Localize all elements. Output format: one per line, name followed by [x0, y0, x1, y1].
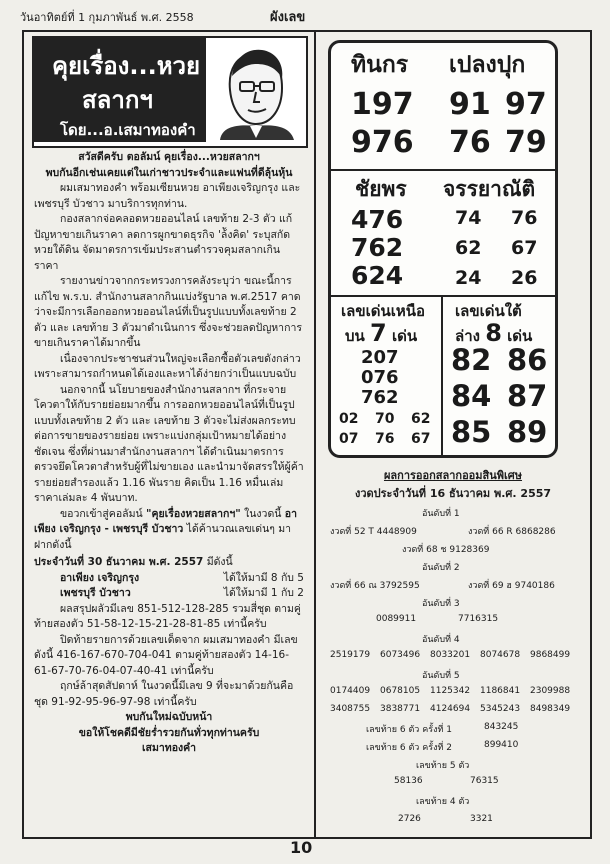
article-p6d: อาเพียง เจริญกรุง - เพชรบุรี บัวชาว	[34, 507, 297, 535]
south-number-84: 84	[451, 379, 492, 413]
banner-title-2: สลากฯ	[82, 86, 153, 114]
article-paragraph-5: นอกจากนี้ นโยบายของสำนักงานสลากฯ ที่กระจายโควตาให้กับรายย่อยมากขึ้น การออกหวยออนไลน์ที่เป็นรูปแบบทั้งเลขท้าย 2 ตัว และ เลขท้าย 3 ตัวจะไม่ส่งผลกระทบต่อการขายของรายย่อย เพราะแบ่งกลุ่มเป้าหมายได้อย่างชัดเจน ซึ่งที่ผ่านมาสำนักงานสลากฯ ได้ดำเนินมาตรการตรวจยึดโควตาสำหรับผู้ที่ไม่ขายเอง และนำมาจัดสรรให้ผู้ค้ารายย่อยสำรองแล้ว 1.16 พันราย คิดเป็น 1.16 หมื่นเล่ม ราคาเล่มละ 4 พันบาท.	[34, 383, 304, 504]
panel-rule-3	[441, 295, 443, 455]
banner-byline: โดย...อ.เสมาทองคำ	[60, 121, 196, 139]
last4-b: 3321	[470, 814, 493, 824]
prediction-name-1: อาเพียง เจริญกรุง	[60, 571, 140, 584]
rank-4-v1: 6073496	[380, 650, 421, 660]
tipster-1-name: ทินกร	[351, 52, 409, 78]
rank-5-b4: 8498349	[530, 704, 571, 714]
draw-note: มีดังนี้	[206, 556, 233, 568]
article-p6e: ได้ค้านวณเลขเด่นๆ มาฝากดังนี้	[34, 523, 292, 551]
rank-2-label: อันดับที่ 2	[422, 563, 460, 573]
prediction-name-2: เพชรบุรี บัวชาว	[60, 587, 131, 599]
last6-2-value: 899410	[484, 740, 519, 750]
last4-label: เลขท้าย 4 ตัว	[416, 797, 470, 807]
prediction-result-1: ได้ให้มามี 8 กับ 5	[223, 571, 304, 584]
closing-line-2: ขอให้โชคดีมีชัยร่ำรวยกันทั่วทุกท่านครับ	[78, 726, 260, 739]
number-74: 74	[455, 207, 482, 229]
south-number-89: 89	[507, 415, 548, 449]
results-title: ผลการออกสลากออมสินพิเศษ	[383, 469, 523, 482]
sms-summary: ผลสรุปผลัวมีเลข 851-512-128-285 รวมสี่ชุด ตามคู่ท้ายสองตัว 51-58-12-15-21-28-81-85 เท่านี้ครับ	[34, 602, 301, 630]
rank-3-a: 0089911	[376, 614, 417, 624]
prediction-row-1	[60, 571, 304, 587]
lucky-numbers-panel	[328, 40, 558, 458]
tipster-3-name: ชัยพร	[355, 177, 407, 201]
article-intro: พบกันอีกเช่นเคยแต่ในเก่าชาวประจำและแฟนที่ดีลุ้นหุ้น	[45, 166, 293, 179]
rank-2-b: งวดที่ 69 ฮ 9740186	[468, 581, 555, 591]
last6-1-label: เลขท้าย 6 ตัว ครั้งที่ 1	[366, 725, 452, 735]
number-76b: 76	[511, 207, 538, 229]
number-91: 91	[449, 87, 491, 122]
north-count: 7	[370, 319, 387, 347]
number-67: 67	[511, 237, 538, 259]
number-79: 79	[505, 125, 547, 160]
last5-a: 58136	[394, 776, 423, 786]
draw-date-line	[34, 555, 304, 571]
rank-1-label: อันดับที่ 1	[422, 509, 460, 519]
number-26: 26	[511, 267, 538, 289]
predictions	[34, 571, 304, 602]
number-76: 76	[449, 125, 491, 160]
savings-lottery-results	[322, 462, 584, 834]
article-paragraph-6	[34, 507, 304, 554]
number-762: 762	[351, 233, 404, 262]
rank-5-a3: 1186841	[480, 686, 521, 696]
rank-4-v3: 8074678	[480, 650, 521, 660]
last5-b: 76315	[470, 776, 499, 786]
rank-1-c: งวดที่ 68 ช 9128369	[402, 545, 490, 555]
rank-3-label: อันดับที่ 3	[422, 599, 460, 609]
rank-5-b1: 3838771	[380, 704, 421, 714]
header-date: วันอาทิตย์ที่ 1 กุมภาพันธ์ พ.ศ. 2558	[20, 11, 194, 24]
south-number-85: 85	[451, 415, 492, 449]
banner-title-1: คุยเรื่อง...หวย	[52, 52, 201, 80]
rank-4-v0: 2519179	[330, 650, 371, 660]
article-paragraph-4: เนื่องจากประชาชนส่วนใหญ่จะเลือกซื้อตัวเลขดังกล่าว เพราะสามารถกำหนดได้เองและหาได้ง่ายกว่าเป็นแบบฉบับ	[34, 352, 301, 380]
north-pair-70: 70	[375, 411, 395, 427]
prediction-row-2	[60, 586, 304, 602]
column-divider	[314, 32, 316, 837]
rank-2-a: งวดที่ 66 ณ 3792595	[330, 581, 420, 591]
results-subtitle: งวดประจำวันที่ 16 ธันวาคม พ.ศ. 2557	[354, 487, 552, 500]
north-number-762: 762	[361, 387, 399, 408]
number-976: 976	[351, 125, 414, 160]
article-p6c: ในงวดนี้	[244, 507, 282, 520]
rank-5-b3: 5345243	[480, 704, 521, 714]
number-624: 624	[351, 261, 404, 290]
north-pair-62: 62	[411, 411, 431, 427]
column-banner	[32, 36, 308, 148]
north-sub	[345, 319, 417, 348]
north-prefix: บน	[345, 327, 365, 345]
rank-5-b2: 4124694	[430, 704, 471, 714]
south-number-86: 86	[507, 343, 548, 377]
header-title: ผังเลข	[270, 10, 306, 25]
rank-5-label: อันดับที่ 5	[422, 671, 460, 681]
number-197: 197	[351, 87, 414, 122]
closing-line-1: พบกันใหม่ฉบับหน้า	[125, 711, 213, 723]
south-suffix: เด่น	[507, 327, 533, 345]
north-number-207: 207	[361, 347, 399, 368]
rank-4-label: อันดับที่ 4	[422, 635, 460, 645]
number-24: 24	[455, 267, 482, 289]
panel-rule-1	[331, 169, 555, 171]
north-number-076: 076	[361, 367, 399, 388]
rank-5-a4: 2309988	[530, 686, 571, 696]
rank-5-b0: 3408755	[330, 704, 371, 714]
last6-1-value: 843245	[484, 722, 519, 732]
author-picks: ปิดท้ายรายการด้วยเลขเด็ดจาก ผมเสมาทองคำ มีเลขดังนี้ 416-167-670-704-041 ตามคู่ท้ายสองตัว 14-16-61-67-70-76-04-07-40-41 เท่านี้ครับ	[34, 633, 298, 677]
north-suffix: เด่น	[391, 327, 418, 345]
page-number: 10	[290, 838, 313, 857]
rank-5-a2: 1125342	[430, 686, 471, 696]
north-heading: เลขเด่นเหนือ	[341, 302, 425, 320]
tipster-4-name: จรรยาณัติ	[443, 177, 536, 201]
article-paragraph-3: รายงานข่าวจากกระทรวงการคลังระบุว่า ขณะนี้การแก้ไข พ.ร.บ. สำนักงานสลากกินแบ่งรัฐบาล พ.ศ.2517 คาดว่าจะมีการเลือกออกหวยออนไลน์ที่เป็นรูปแบบทั้งเลขท้าย 2 ตัว และ เลขท้าย 3 ตัวมาดำเนินการ ซึ่งจะช่วยลดปัญหาการขายเกินราคาได้มากขึ้น	[34, 275, 302, 349]
south-number-82: 82	[451, 343, 492, 377]
draw-date: ประจำวันที่ 30 ธันวาคม พ.ศ. 2557	[34, 556, 204, 568]
last5-label: เลขท้าย 5 ตัว	[416, 761, 470, 771]
south-count: 8	[485, 319, 502, 347]
last6-2-label: เลขท้าย 6 ตัว ครั้งที่ 2	[366, 743, 452, 753]
columnist-caricature-icon	[210, 40, 302, 140]
number-97: 97	[505, 87, 547, 122]
tipster-2-name: เปลงปุก	[449, 52, 526, 78]
north-pair-02: 02	[339, 411, 359, 427]
article-p6a: ขอวกเข้าสู่คอลัมน์	[60, 507, 143, 520]
panel-rule-2	[331, 295, 555, 297]
article-paragraph-1: ผมเสมาทองคำ พร้อมเซียนหวย อาเพียงเจริญกรุง และ เพชรบุรี บัวชาว มาบริการทุกท่าน.	[34, 182, 301, 210]
rank-5-a1: 0678105	[380, 686, 421, 696]
number-62: 62	[455, 237, 482, 259]
north-pair-07: 07	[339, 431, 359, 447]
banner-text-block	[34, 38, 206, 142]
rank-4-v4: 9868499	[530, 650, 571, 660]
south-number-87: 87	[507, 379, 548, 413]
rank-4-v2: 8033201	[430, 650, 471, 660]
prediction-result-2: ได้ให้มามี 1 กับ 2	[223, 587, 304, 599]
article-p6b: "คุยเรื่องหวยสลากฯ"	[146, 507, 241, 520]
number-476: 476	[351, 205, 404, 234]
rank-5-a0: 0174409	[330, 686, 371, 696]
extra-picks: ฤกษ์ล้าสุดสัปดาห์ ในงวดนี้มีเลข 9 ที่จะมาด้วยกันคือชุด 91-92-95-96-97-98 เท่านี้ครับ	[34, 680, 294, 708]
north-pair-76: 76	[375, 431, 395, 447]
rank-1-b: งวดที่ 66 R 6868286	[468, 527, 556, 537]
rank-3-b: 7716315	[458, 614, 499, 624]
article-paragraph-2: กองสลากจ่อคลอดหวยออนไลน์ เลขท้าย 2-3 ตัว แก้ปัญหาขายเกินราคา ลดการผูกขาดธุรกิจ 'ล้ังคิด' ระบุสกัดหวยใต้ดิน จัดมาตรการเข้มประสานตำรวจคุมสลากเกินราคา	[34, 213, 293, 272]
south-heading: เลขเด่นใต้	[455, 302, 522, 320]
closing-signature: เสมาทองคำ	[141, 742, 197, 754]
south-prefix: ล่าง	[455, 327, 480, 345]
article-body	[34, 150, 304, 757]
article-greeting: สวัสดีครับ ตอลัมน์ คุยเรื่อง...หวยสลากฯ	[78, 151, 260, 163]
last4-a: 2726	[398, 814, 421, 824]
rank-1-a: งวดที่ 52 T 4448909	[330, 527, 417, 537]
north-pair-67: 67	[411, 431, 431, 447]
